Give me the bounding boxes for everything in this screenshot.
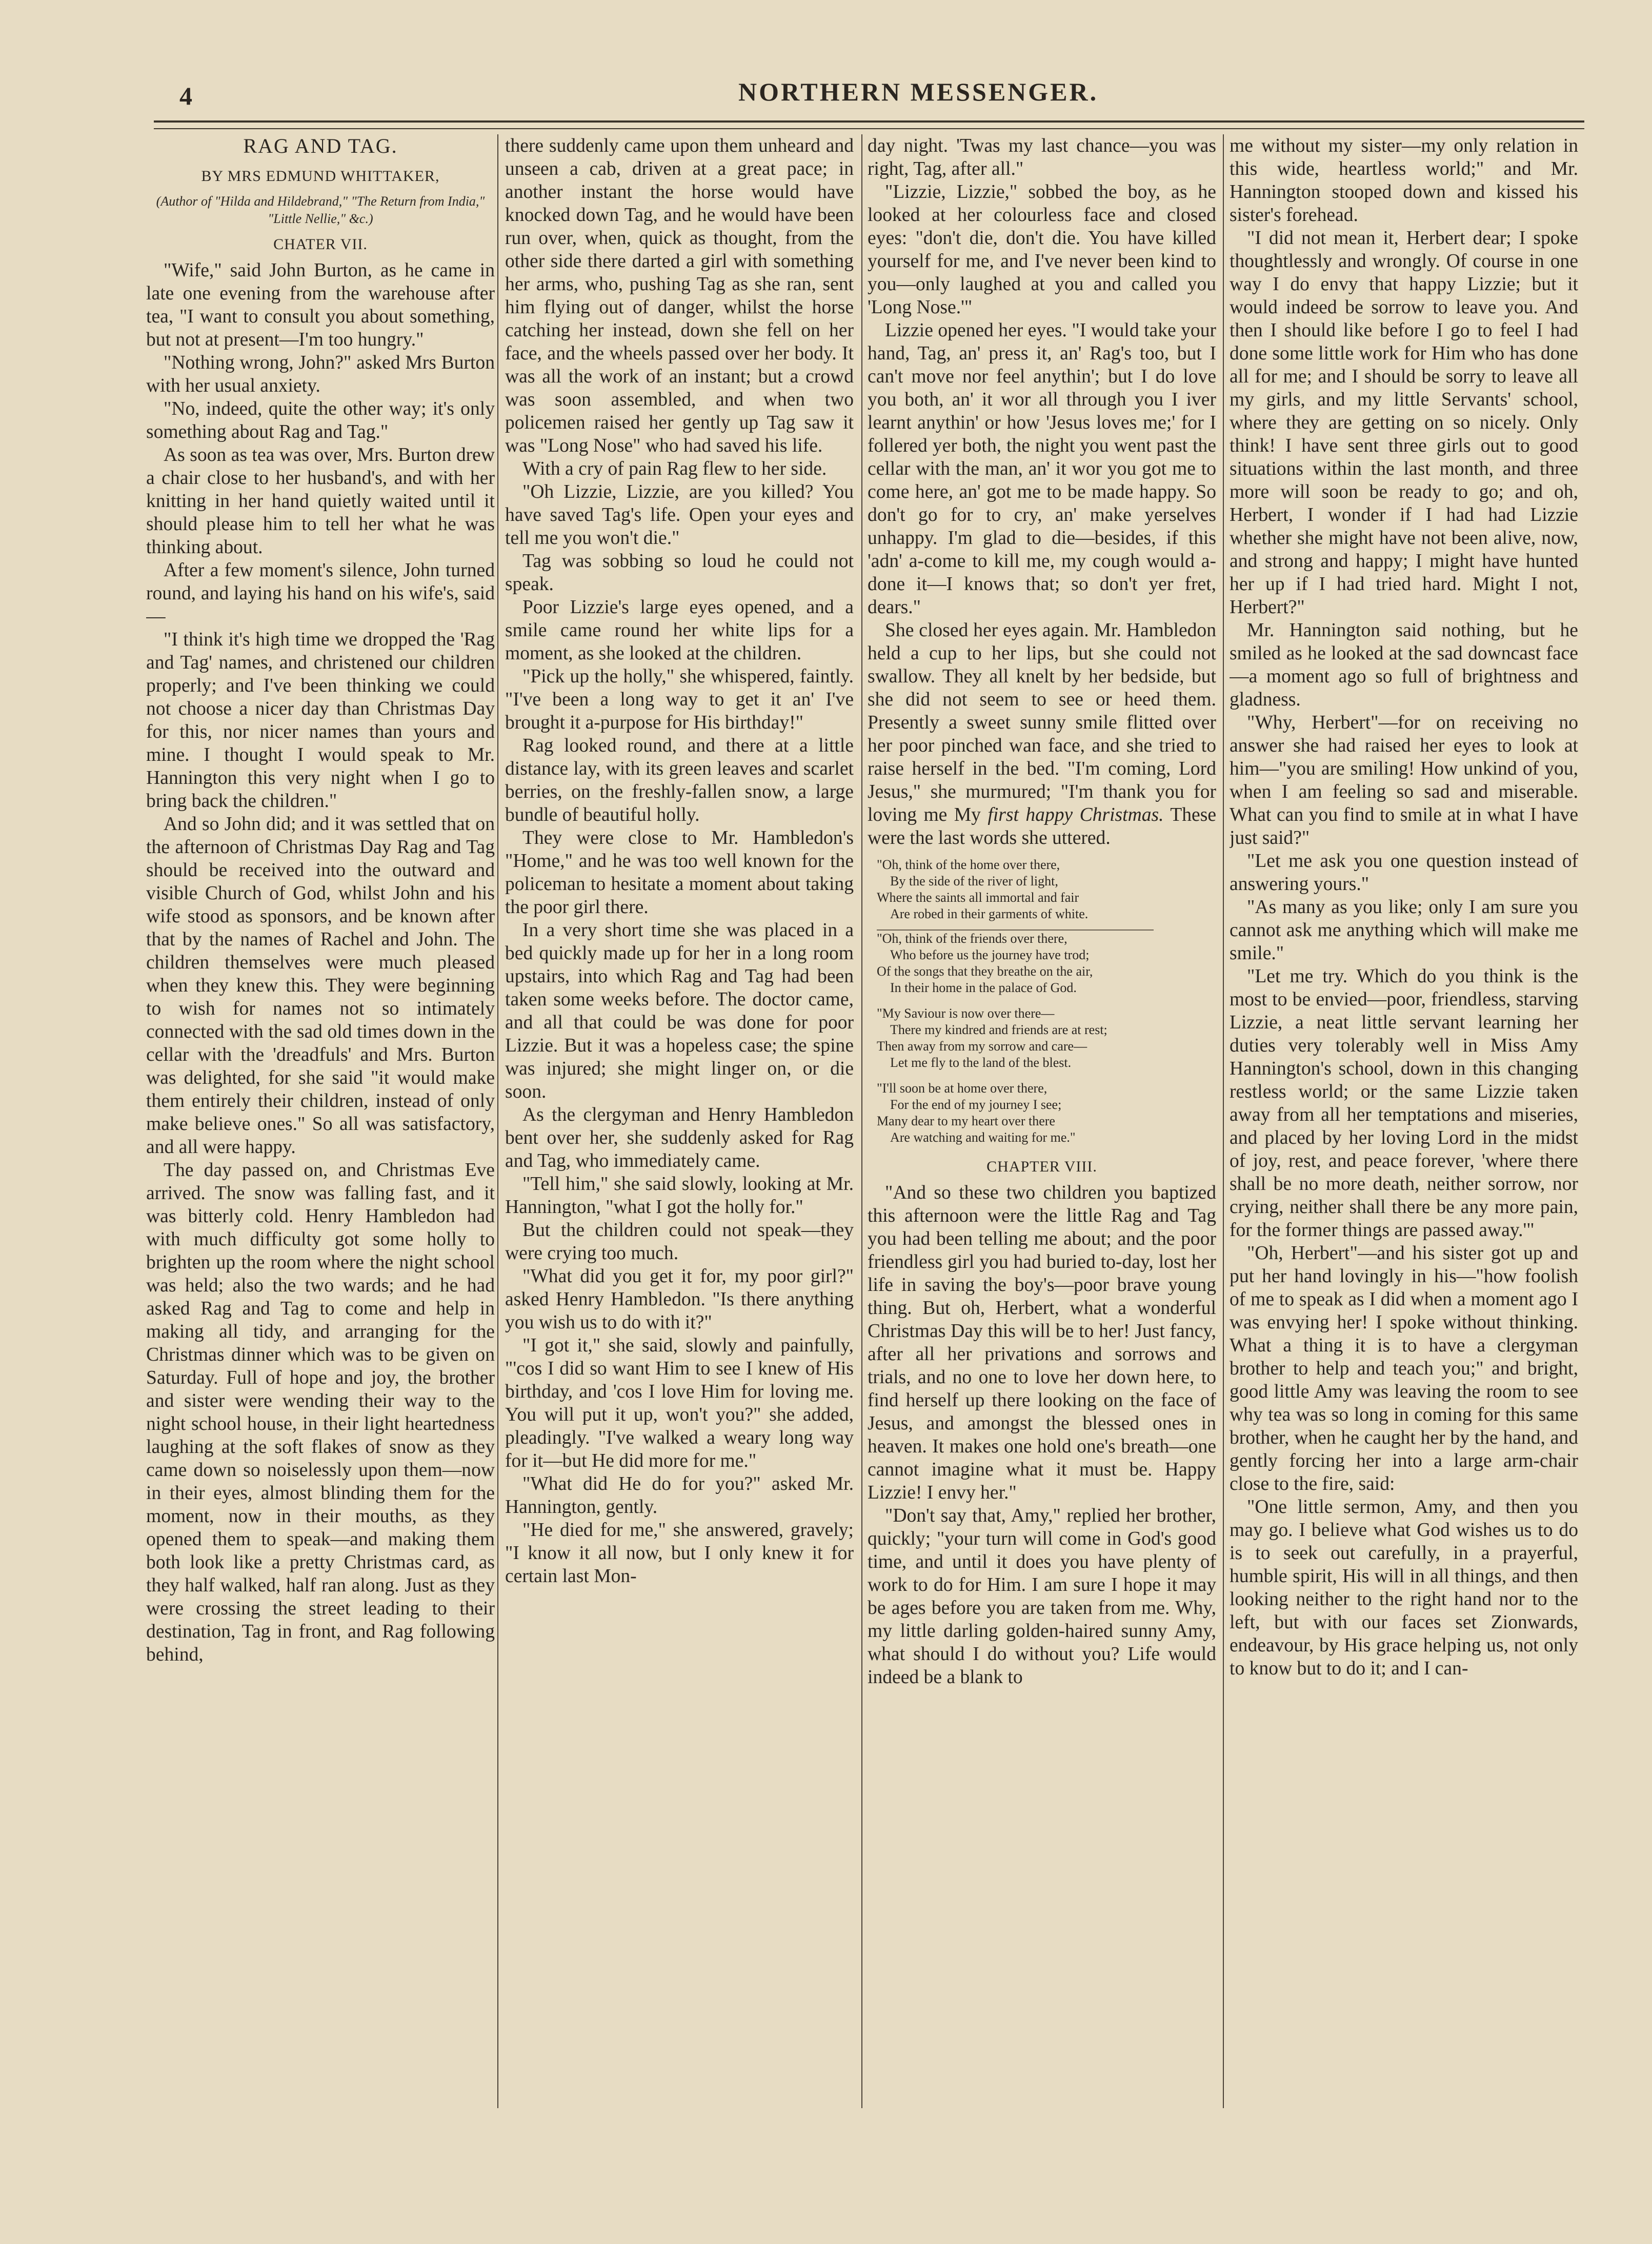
chapter-heading: CHAPTER VIII.: [986, 1158, 1097, 1175]
poem-line: Are watching and waiting for me.": [890, 1130, 1076, 1145]
poem-line: "I'll soon be at home over there,: [877, 1081, 1047, 1096]
column-1: [146, 134, 495, 2111]
column-divider: [861, 134, 862, 2108]
paragraph: "Nothing wrong, John?" asked Mrs Burton with her usual anxiety.: [146, 352, 495, 396]
paragraph: Tag was sobbing so loud he could not speak.: [505, 551, 854, 595]
paragraph: "What did He do for you?" asked Mr. Hannington, gently.: [505, 1473, 854, 1518]
paragraph: "I got it," she said, slowly and painfully, "'cos I did so want Him to see I knew of His birthday, and 'cos I love Him for loving me. You will put it up, won't you?" she added, pleadingly. "I've walked a weary long way for it—but He did more for me.": [505, 1335, 854, 1471]
paragraph: Poor Lizzie's large eyes opened, and a smile came round her white lips for a moment, as she looked at the children.: [505, 597, 854, 664]
paragraph: "Let me try. Which do you think is the most to be envied—poor, friendless, starving Lizzie, a neat little servant learning her duties very tolerably well in Miss Amy Hannington's school, down in this changing restless world; or the same Lizzie taken away from all her temptations and miseries, and placed by her loving Lord in the midst of joy, rest, and peace forever, 'where there shall be no more death, neither sorrow, nor crying, neither shall there be any more pain, for the former things are passed away.'": [1230, 966, 1578, 1241]
poem-line: Then away from my sorrow and care—: [877, 1039, 1087, 1054]
poem-line: "Oh, think of the home over there,: [877, 857, 1060, 872]
paragraph: With a cry of pain Rag flew to her side.: [522, 458, 827, 479]
paragraph: day night. 'Twas my last chance—you was right, Tag, after all.": [868, 135, 1216, 179]
story-title: RAG AND TAG.: [243, 134, 398, 157]
paragraph: "Lizzie, Lizzie," sobbed the boy, as he looked at her colourless face and closed eyes: "don't die, don't die. You have killed yourself for me, and I've never been kind to you—only laughed at you and called you 'Long Nose.'": [868, 181, 1216, 318]
paragraph: "He died for me," she answered, gravely; "I know it all now, but I only knew it for certain last Mon-: [505, 1520, 854, 1587]
paragraph: As the clergyman and Henry Hambledon bent over her, she suddenly asked for Rag and Tag, who immediately came.: [505, 1104, 854, 1171]
paragraph: After a few moment's silence, John turned round, and laying his hand on his wife's, said—: [146, 560, 495, 627]
paragraph: "Wife," said John Burton, as he came in late one evening from the warehouse after tea, "I want to consult you about something, but not at present—I'm too hungry.": [146, 260, 495, 350]
paragraph: Rag looked round, and there at a little distance lay, with its green leaves and scarlet berries, on the freshly-fallen snow, a large bundle of beautiful holly.: [505, 735, 854, 825]
column-2: [505, 134, 854, 2111]
poem-line: For the end of my journey I see;: [890, 1097, 1062, 1112]
poem-line: Who before us the journey have trod;: [890, 947, 1090, 962]
chapter-heading: CHATER VII.: [273, 236, 368, 253]
paragraph: "Oh, Herbert"—and his sister got up and put her hand lovingly in his—"how foolish of me to speak as I did when a moment ago I was envying her! I spoke without thinking. What a thing it is to have a clergyman brother to help and teach you;" and bright, good little Amy was leaving the room to see why tea was so long in coming for this same brother, when he caught her by the hand, and gently forcing her into a large arm-chair close to the fire, said:: [1230, 1243, 1578, 1494]
paragraph: "Oh Lizzie, Lizzie, are you killed? You have saved Tag's life. Open your eyes and tell me you won't die.": [505, 481, 854, 549]
emphasis: first happy Christmas.: [988, 804, 1164, 825]
paragraph: "I think it's high time we dropped the 'Rag and Tag' names, and christened our children properly; and I've been thinking we could not choose a nicer day than Christmas Day for this, nor nicer names than yours and mine. I thought I would speak to Mr. Hannington this very night when I go to bring back the children.": [146, 629, 495, 812]
poem-line: Where the saints all immortal and fair: [877, 890, 1079, 905]
paragraph: me without my sister—my only relation in this wide, heartless world;" and Mr. Hannington stooped down and kissed his sister's forehead.: [1230, 135, 1578, 226]
column-divider: [1223, 134, 1224, 2108]
paragraph: But the children could not speak—they were crying too much.: [505, 1220, 854, 1264]
paragraph: "Let me ask you one question instead of answering yours.": [1230, 851, 1578, 895]
paragraph: And so John did; and it was settled that on the afternoon of Christmas Day Rag and Tag should be received into the outward and visible Church of God, whilst John and his wife stood as sponsors, and be known after that by the names of Rachel and John. The children themselves were much pleased when they knew this. They were beginning to wish for names not so intimately connected with the sad old times down in the cellar with the 'dreadfuls' and Mrs. Burton was delighted, for she said "it would make them entirely their children, instead of only make believe ones." So all was satisfactory, and all were happy.: [146, 814, 495, 1158]
paragraph: "Don't say that, Amy," replied her brother, quickly; "your turn will come in God's good time, and until it does you have plenty of work to do for Him. I am sure I hope it may be ages before you are taken from me. Why, my little darling golden-haired sunny Amy, what should I do without you? Life would indeed be a blank to: [868, 1505, 1216, 1688]
poem-line: "Oh, think of the friends over there,: [877, 931, 1067, 946]
paragraph: [868, 619, 1216, 850]
page-number: 4: [179, 82, 192, 110]
paragraph: "Tell him," she said slowly, looking at Mr. Hannington, "what I got the holly for.": [505, 1174, 854, 1218]
column-4: [1230, 134, 1578, 2111]
masthead: NORTHERN MESSENGER.: [738, 77, 1099, 106]
author-note: (Author of "Hilda and Hildebrand," "The Return from India," "Little Nellie," &c.): [156, 194, 485, 226]
paragraph: "One little sermon, Amy, and then you may go. I believe what God wishes us to do is to seek out carefully, in a prayerful, humble spirit, His will in all things, and then looking neither to the right hand nor to the left, but with our faces set Zionwards, endeavour, by His grace helping us, not only to know but to do it; and I can-: [1230, 1497, 1578, 1679]
poem-line: In their home in the palace of God.: [890, 980, 1077, 995]
paragraph-text: She closed her eyes again. Mr. Hambledon held a cup to her lips, but she could not swallow. They all knelt by her bedside, but she did not seem to see or heed them. Presently a sweet sunny smile flitted over her poor pinched wan face, and she tried to raise herself in the bed. "I'm coming, Lord Jesus," she murmured; "I'm thank you for loving me My: [868, 620, 1216, 825]
paragraph: The day passed on, and Christmas Eve arrived. The snow was falling fast, and it was bitterly cold. Henry Hambledon had with much difficulty got some holly to brighten up the room where the night school was held; also the two wards; and he had asked Rag and Tag to come and help in making all tidy, and arranging for the Christmas dinner which was to be given on Saturday. Full of hope and joy, the brother and sister were wending their way to the night school house, in their light heartedness laughing at the soft flakes of snow as they came down so noiselessly upon them—now in their eyes, almost blinding them for the moment, now in their mouths, as they opened them to speak—and making them both look like a pretty Christmas card, as they half walked, half ran along. Just as they were crossing the street leading to their destination, Tag in front, and Rag following behind,: [146, 1160, 495, 1665]
poem-line: "My Saviour is now over there—: [877, 1006, 1055, 1021]
poem-line: Let me fly to the land of the blest.: [890, 1055, 1072, 1070]
paragraph: "No, indeed, quite the other way; it's only something about Rag and Tag.": [146, 398, 495, 442]
paragraph: "Why, Herbert"—for on receiving no answer she had raised her eyes to look at him—"you are smiling! How unkind of you, when I am feeling so sad and miserable. What can you find to smile at in what I have just said?": [1230, 712, 1578, 848]
header-rule: [154, 120, 1584, 123]
paragraph: As soon as tea was over, Mrs. Burton drew a chair close to her husband's, and with her knitting in her hand quietly waited until it should please him to tell her what he was thinking about.: [146, 444, 495, 558]
paragraph: "I did not mean it, Herbert dear; I spoke thoughtlessly and wrongly. Of course in one way I do envy that happy Lizzie; but it would indeed be sorrow to leave you. And then I should like before I go to feel I had done some little work for Him who has done all for me; and I should be sorry to leave all my girls, and my little Servants' school, where they are getting on so nicely. Only think! I have sent three girls out to good situations within the last month, and three more will soon be ready to go; and oh, Herbert, I wonder if I had had Lizzie whether she might have not been alive, now, and strong and happy; I might have hunted her up if I had tried hard. Might I not, Herbert?": [1230, 228, 1578, 618]
paragraph: They were close to Mr. Hambledon's "Home," and he was too well known for the policeman to hesitate a moment about taking the poor girl there.: [505, 827, 854, 918]
paragraph: "Pick up the holly," she whispered, faintly. "I've been a long way to get it an' I've brought it a-purpose for His birthday!": [505, 666, 854, 733]
poem-line: There my kindred and friends are at rest;: [890, 1022, 1107, 1037]
paragraph-text: These were the last words she uttered.: [868, 804, 1216, 848]
column-divider: [497, 134, 498, 2108]
poem-line: By the side of the river of light,: [890, 874, 1058, 888]
header-rule-thin: [154, 128, 1584, 129]
paragraph: "As many as you like; only I am sure you cannot ask me anything which will make me smile.": [1230, 897, 1578, 964]
paragraph: In a very short time she was placed in a bed quickly made up for her in a long room upstairs, into which Rag and Tag had been taken some weeks before. The doctor came, and all that could be was done for poor Lizzie. But it was a hopeless case; the spine was injured; she might linger on, or die soon.: [505, 920, 854, 1102]
poem-line: Of the songs that they breathe on the air,: [877, 964, 1093, 979]
story-byline: BY MRS EDMUND WHITTAKER,: [201, 168, 440, 185]
paragraph: "And so these two children you baptized this afternoon were the little Rag and Tag you had been telling me about; and the poor friendless girl you had buried to-day, lost her life in saving the boy's—poor brave young thing. But oh, Herbert, what a wonderful Christmas Day this will be to her! Just fancy, after all her privations and sorrows and trials, and no one to love her down here, to find herself up there looking on the face of Jesus, and amongst the blessed ones in heaven. It makes one hold one's breath—one cannot imagine what it must be. Happy Lizzie! I envy her.": [868, 1182, 1216, 1503]
poem: [877, 857, 1216, 1146]
column-3: [868, 134, 1216, 2111]
paragraph: Mr. Hannington said nothing, but he smiled as he looked at the sad downcast face—a moment ago so full of brightness and gladness.: [1230, 620, 1578, 710]
poem-line: Many dear to my heart over there: [877, 1114, 1055, 1128]
paragraph: "What did you get it for, my poor girl?" asked Henry Hambledon. "Is there anything you wish us to do with it?": [505, 1266, 854, 1333]
paragraph: there suddenly came upon them unheard and unseen a cab, driven at a great pace; in another instant the horse would have knocked down Tag, and he would have been run over, when, quick as thought, from the other side there darted a girl with something her arms, who, pushing Tag as she ran, sent him flying out of danger, whilst the horse catching her instead, down she fell on her face, and the wheels passed over her body. It was all the work of an instant; but a crowd was soon assembled, and when two policemen raised her gently up Tag saw it was "Long Nose" who had saved his life.: [505, 135, 854, 456]
paragraph: Lizzie opened her eyes. "I would take your hand, Tag, an' press it, an' Rag's too, but I can't move nor feel anythin'; but I do love you both, an' it wor all through you I iver learnt anythin' or how 'Jesus loves me;' for I follered yer both, the night you went past the cellar with the man, an' it wor you got me to come here, an' got me to be made happy. So don't go for to cry, an' make yerselves unhappy. I'm glad to die—besides, if this 'adn' a-come to kill me, my cough would a-done it—I knows that; so don't yer fret, dears.": [868, 320, 1216, 618]
poem-line: Are robed in their garments of white.: [890, 906, 1089, 921]
